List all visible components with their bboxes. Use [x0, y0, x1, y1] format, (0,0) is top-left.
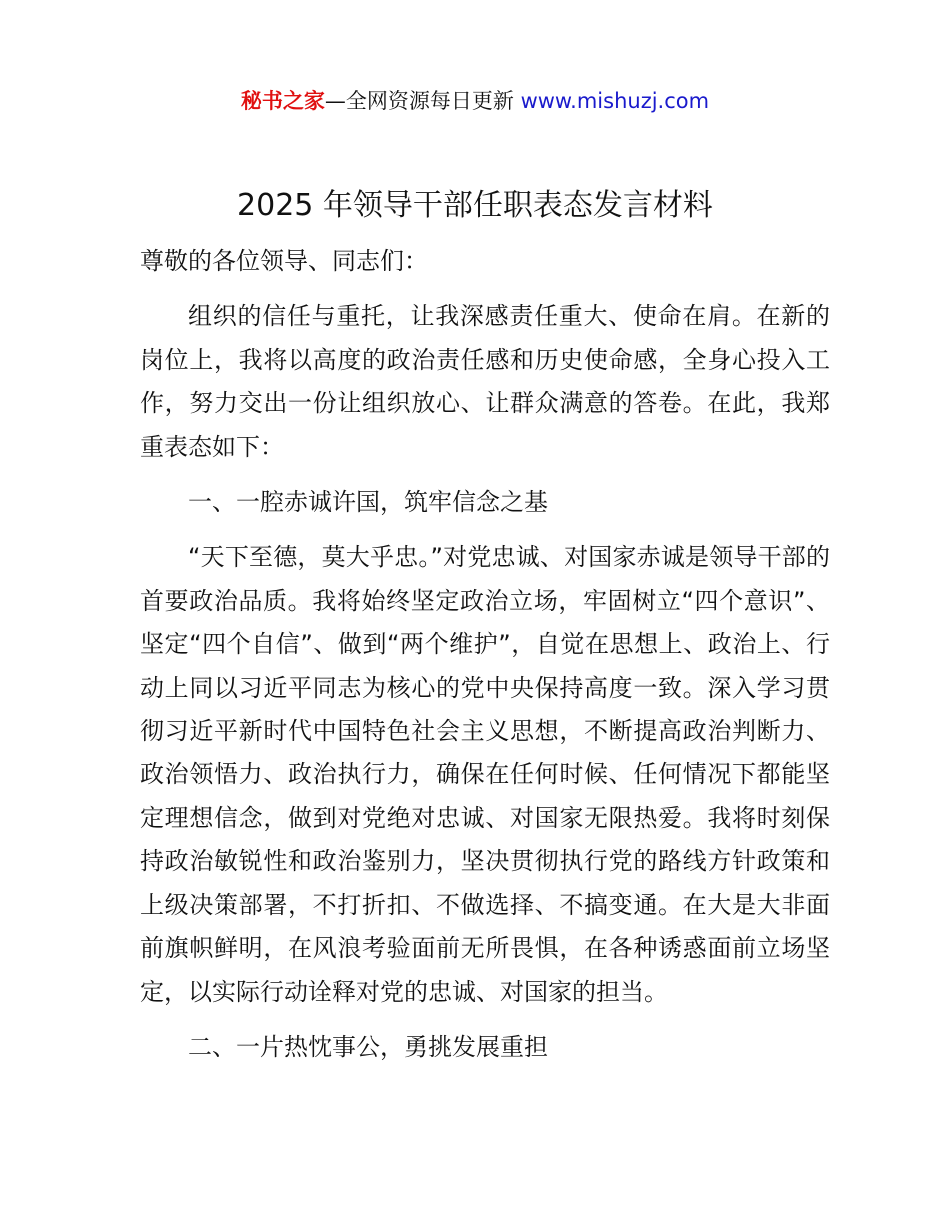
section-body-1: “天下至德，莫大乎忠。”对党忠诚、对国家赤诚是领导干部的首要政治品质。我将始终坚定政治立场，牢固树立“四个意识”、坚定“四个自信”、做到“两个维护”，自觉在思想上、政治上、行动上同以习近平同志为核心的党中央保持高度一致。深入学习贯彻习近平新时代中国特色社会主义思想，不断提高政治判断力、政治领悟力、政治执行力，确保在任何时候、任何情况下都能坚定理想信念，做到对党绝对忠诚、对国家无限热爱。我将时刻保持政治敏锐性和政治鉴别力，坚决贯彻执行党的路线方针政策和上级决策部署，不打折扣、不做选择、不搞变通。在大是大非面前旗帜鲜明，在风浪考验面前无所畏惧，在各种诱惑面前立场坚定，以实际行动诠释对党的忠诚、对国家的担当。 — [140, 543, 830, 1006]
brand-name: 秘书之家 — [240, 89, 325, 113]
section-heading-2: 二、一片热忱事公，勇挑发展重担 — [188, 1032, 548, 1061]
section-heading-1: 一、一腔赤诚许国，筑牢信念之基 — [188, 488, 548, 517]
site-header — [0, 86, 950, 116]
site-url-link[interactable]: www.mishuzj.com — [520, 89, 710, 113]
salutation: 尊敬的各位领导、同志们： — [140, 247, 428, 275]
intro-paragraph: 组织的信任与重托，让我深感责任重大、使命在肩。在新的岗位上，我将以高度的政治责任感和历史使命感，全身心投入工作，努力交出一份让组织放心、让群众满意的答卷。在此，我郑重表态如下： — [140, 302, 830, 461]
header-tagline: —全网资源每日更新 — [324, 89, 514, 113]
document-body — [140, 240, 830, 1069]
document-title: 2025 年领导干部任职表态发言材料 — [237, 188, 713, 223]
